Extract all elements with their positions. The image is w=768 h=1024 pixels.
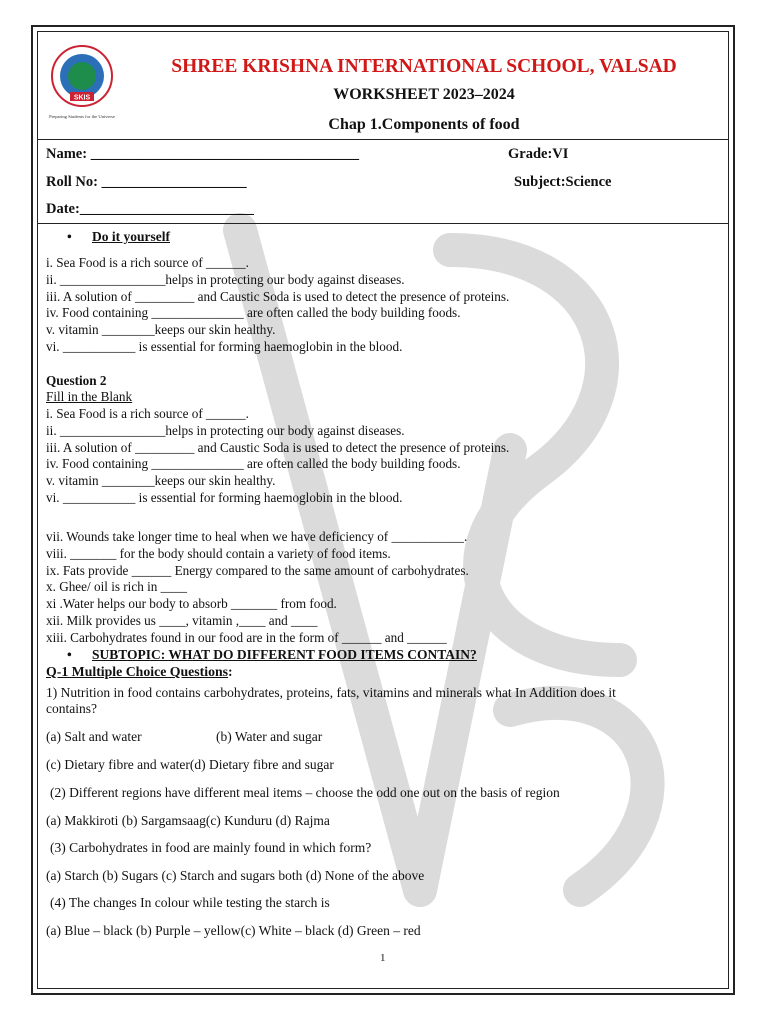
question-text: 1) Nutrition in food contains carbohydrates, proteins, fats, vitamins and minerals what In Addition does it — [46, 685, 616, 700]
option-text: (c) Dietary fibre and water(d) Dietary fibre and sugar — [46, 757, 334, 772]
roll-no-field: Roll No: ____________________ — [46, 174, 247, 190]
list-item: ix. Fats provide ______ Energy compared to the same amount of carbohydrates. — [46, 563, 469, 578]
list-item: x. Ghee/ oil is rich in ____ — [46, 579, 188, 594]
list-item: xi .Water helps our body to absorb _______ from food. — [46, 596, 337, 611]
list-item: iv. Food containing ______________ are often called the body building foods. — [46, 456, 461, 471]
list-item: iii. A solution of _________ and Caustic Soda is used to detect the presence of proteins. — [46, 440, 510, 455]
question-text: (2) Different regions have different meal items – choose the odd one out on the basis of region — [50, 785, 560, 800]
question-text: contains? — [46, 701, 97, 716]
list-item: vi. ___________ is essential for forming haemoglobin in the blood. — [46, 339, 403, 354]
option-text: (a) Starch (b) Sugars (c) Starch and sugars both (d) None of the above — [46, 868, 425, 883]
list-item: iii. A solution of _________ and Caustic Soda is used to detect the presence of proteins. — [46, 289, 510, 304]
option-text: (a) Blue – black (b) Purple – yellow(c) White – black (d) Green – red — [46, 923, 421, 938]
school-logo — [42, 38, 126, 124]
list-item: i. Sea Food is a rich source of ______. — [46, 406, 249, 421]
list-item: v. vitamin ________keeps our skin healthy. — [46, 473, 276, 488]
grade-field: Grade:VI — [508, 146, 569, 162]
worksheet-year: WORKSHEET 2023–2024 — [333, 86, 515, 103]
date-field: Date:________________________ — [46, 201, 254, 217]
list-item: ii. ________________helps in protecting our body against diseases. — [46, 423, 405, 438]
list-item: vi. ___________ is essential for forming haemoglobin in the blood. — [46, 490, 403, 505]
list-item: ii. ________________helps in protecting our body against diseases. — [46, 272, 405, 287]
question-subtitle: Fill in the Blank — [46, 389, 133, 404]
option-text: (a) Salt and water — [46, 729, 142, 744]
mcq-title — [46, 664, 233, 680]
mcq-title-suffix: : — [228, 664, 233, 679]
list-item: xiii. Carbohydrates found in our food are in the form of ______ and ______ — [46, 630, 447, 645]
question-text: (4) The changes In colour while testing the starch is — [50, 895, 330, 910]
option-text: (a) Makkiroti (b) Sargamsaag(c) Kunduru (d) Rajma — [46, 813, 330, 828]
svg-text:Preparing Students for the Uni: Preparing Students for the Universe — [49, 114, 115, 119]
option-text: (b) Water and sugar — [216, 729, 323, 744]
page-number: 1 — [380, 952, 386, 964]
header-divider — [37, 139, 729, 140]
list-item: v. vitamin ________keeps our skin healthy. — [46, 322, 276, 337]
subject-field: Subject:Science — [514, 174, 612, 190]
question-title: Question 2 — [46, 373, 107, 388]
list-item: viii. _______ for the body should contain a variety of food items. — [46, 546, 391, 561]
list-item: iv. Food containing ______________ are often called the body building foods. — [46, 305, 461, 320]
list-item: i. Sea Food is a rich source of ______. — [46, 255, 249, 270]
name-field: Name: _____________________________________ — [46, 146, 359, 162]
list-item: vii. Wounds take longer time to heal when we have deficiency of ___________. — [46, 529, 468, 544]
chapter-title: Chap 1.Components of food — [328, 116, 520, 133]
mcq-title-text: Q-1 Multiple Choice Questions — [46, 664, 229, 679]
question-text: (3) Carbohydrates in food are mainly found in which form? — [50, 840, 372, 855]
section-heading: • Do it yourself — [92, 229, 170, 246]
subtopic-heading: • SUBTOPIC: WHAT DO DIFFERENT FOOD ITEMS CONTAIN? — [92, 647, 477, 664]
school-name: SHREE KRISHNA INTERNATIONAL SCHOOL, VALSAD — [171, 56, 677, 77]
svg-text:SKIS: SKIS — [73, 94, 91, 102]
list-item: xii. Milk provides us ____, vitamin ,____ and ____ — [46, 613, 318, 628]
fields-divider — [37, 223, 729, 224]
